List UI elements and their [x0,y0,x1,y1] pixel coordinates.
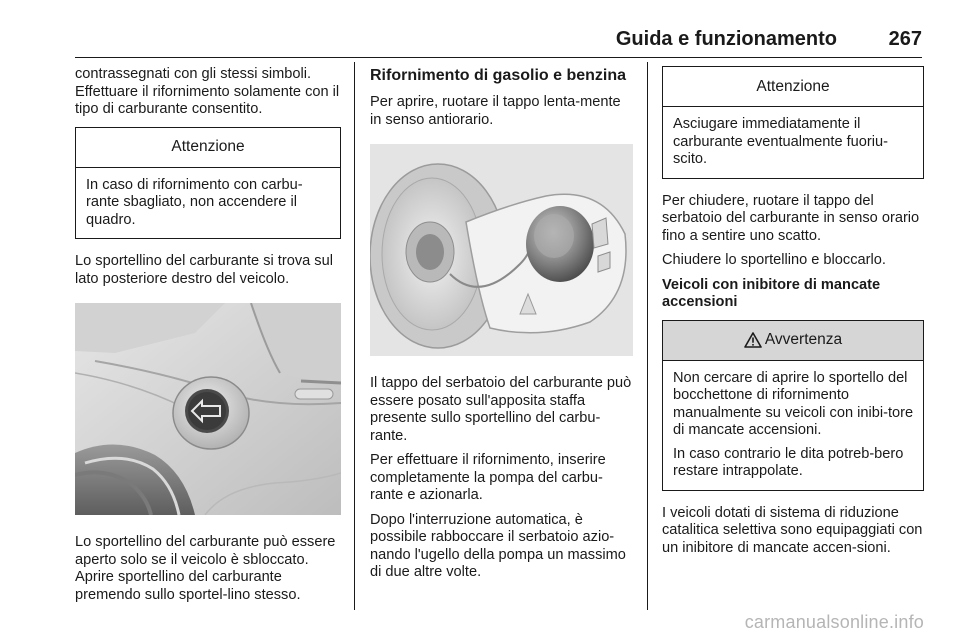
paragraph: Chiudere lo sportellino e bloccarlo. [662,252,886,268]
paragraph: Per aprire, ruotare il tappo lenta-mente in senso antiorario. [370,94,621,128]
warning-heading [663,321,923,361]
column-3 [662,66,924,564]
warning-text: Non cercare di aprire lo sportello del bocchettone di rifornimento manualmente su veicoli con inibi-tore di mancate accensioni. [673,369,914,438]
paragraph: contrassegnati con gli stessi simboli. Effettuare il rifornimento solamente con il tipo di carburante consentito. [75,66,340,117]
warning-text: In caso contrario le dita potreb-bero restare intrappolate. [673,445,904,479]
attention-text: In caso di rifornimento con carbu-rante sbagliato, non accendere il quadro. [86,176,303,228]
paragraph: Lo sportellino del carburante può essere aperto solo se il veicolo è sbloccato. Aprire sportellino del carburante premendo sullo sportel-lino stesso. [75,534,336,603]
paragraph: Lo sportellino del carburante si trova sul lato posteriore destro del veicolo. [75,253,333,287]
column-1 [75,66,341,611]
section-heading: Rifornimento di gasolio e benzina [370,67,627,84]
attention-box [662,66,924,179]
subheading: Veicoli con inibitore di mancate accensioni [662,276,881,310]
paragraph: Per chiudere, ruotare il tappo del serbatoio del carburante in senso orario fino a sentire uno scatto. [662,192,920,244]
paragraph: Dopo l'interruzione automatica, è possibile rabboccare il serbatoio azio-nando l'ugello della pompa un massimo di due altre volte. [370,511,626,580]
attention-heading: Attenzione [663,67,923,107]
paragraph: I veicoli dotati di sistema di riduzione catalitica selettiva sono equipaggiati con un inibitore di mancate accen-sioni. [662,504,923,556]
attention-text: Asciugare immediatamente il carburante eventualmente fuoriu-scito. [673,116,888,167]
paragraph: Il tappo del serbatoio del carburante può essere posato sull'apposita staffa presente sullo sportellino del carbu-rante. [370,375,632,444]
watermark: carmanualsonline.info [744,612,924,632]
attention-heading: Attenzione [76,128,340,168]
section-title: Guida e funzionamento [615,28,837,50]
paragraph: Per effettuare il rifornimento, inserire completamente la pompa del carbu-rante e azionarla. [370,452,606,503]
fuel-flap-location-image [75,303,341,515]
column-divider-1 [354,62,355,610]
fuel-cap-image [370,144,633,356]
page-number: 267 [888,28,922,50]
column-divider-2 [647,62,648,610]
column-2 [370,66,633,589]
warning-heading-text: Avvertenza [764,331,843,348]
warning-triangle-icon [744,332,762,348]
warning-box [662,320,924,491]
header-rule [75,57,922,58]
attention-box [75,127,341,240]
